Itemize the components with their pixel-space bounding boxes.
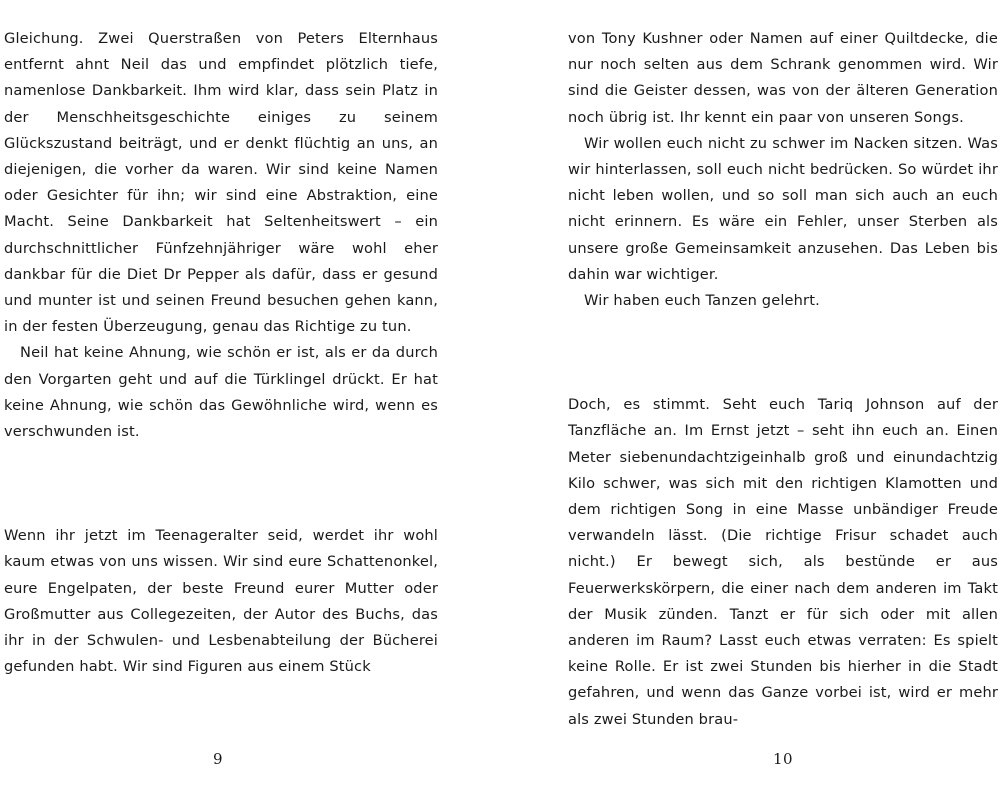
left-page: [4, 26, 438, 680]
section-break: [4, 445, 438, 523]
right-paragraph-3: Wir haben euch Tanzen gelehrt.: [584, 292, 820, 310]
right-page: [568, 26, 998, 733]
left-paragraph-1: Gleichung. Zwei Querstraßen von Peters Elternhaus entfernt ahnt Neil das und empfindet plötzlich tiefe, namenlose Dankbarkeit. Ihm wird klar, dass sein Platz in der Menschheitsgeschichte einiges zu seinem Glückszustand beiträgt, und er denkt flüchtig an uns, an diejenigen, die vorher da waren. Wir sind keine Namen oder Gesichter für ihn; wir sind eine Abstraktion, eine Macht. Seine Dankbarkeit hat Seltenheitswert – ein durchschnittlicher Fünfzehnjähriger wäre wohl eher dankbar für die Diet Dr Pepper als dafür, dass er gesund und munter ist und seinen Freund besuchen gehen kann, in der festen Überzeugung, genau das Richtige zu tun.: [4, 30, 438, 336]
section-break: [568, 314, 998, 392]
left-paragraph-2: Neil hat keine Ahnung, wie schön er ist, als er da durch den Vorgarten geht und auf die Türklingel drückt. Er hat keine Ahnung, wie schön das Gewöhnliche wird, wenn es verschwunden ist.: [4, 344, 438, 441]
right-paragraph-2: Wir wollen euch nicht zu schwer im Nacken sitzen. Was wir hinterlassen, soll euch nicht bedrücken. So würdet ihr nicht leben wollen, und so soll man sich auch an euch nicht erinnern. Es wäre ein Fehler, unser Sterben als unsere große Gemeinsamkeit anzusehen. Das Leben bis dahin war wichtiger.: [568, 134, 998, 283]
left-paragraph-3: Wenn ihr jetzt im Teenageralter seid, werdet ihr wohl kaum etwas von uns wissen. Wir sind eure Schattenonkel, eure Engelpaten, der beste Freund eurer Mutter oder Großmutter aus Collegezeiten, der Autor des Buchs, das ihr in der Schwulen- und Lesbenabteilung der Bücherei gefunden habt. Wir sind Figuren aus einem Stück: [4, 527, 438, 676]
right-paragraph-4: Doch, es stimmt. Seht euch Tariq Johnson auf der Tanzfläche an. Im Ernst jetzt – seht ihn euch an. Einen Meter siebenundachtzigeinhalb groß und einundachtzig Kilo schwer, was sich mit den richtigen Klamotten und dem richtigen Song in eine Masse unbändiger Freude verwandeln lässt. (Die richtige Frisur schadet auch nicht.) Er bewegt sich, als bestünde er aus Feuerwerkskörpern, die einer nach dem anderen im Takt der Musik zünden. Tanzt er für sich oder mit allen anderen im Raum? Lasst euch etwas verraten: Es spielt keine Rolle. Er ist zwei Stunden bis hierher in die Stadt gefahren, und wenn das Ganze vorbei ist, wird er mehr als zwei Stunden brau-: [568, 396, 998, 728]
page-number-left: 9: [213, 750, 224, 768]
page-number-right: 10: [773, 750, 794, 768]
right-paragraph-1: von Tony Kushner oder Namen auf einer Quiltdecke, die nur noch selten aus dem Schrank genommen wird. Wir sind die Geister dessen, was von der älteren Generation noch übrig ist. Ihr kennt ein paar von unseren Songs.: [568, 30, 998, 126]
